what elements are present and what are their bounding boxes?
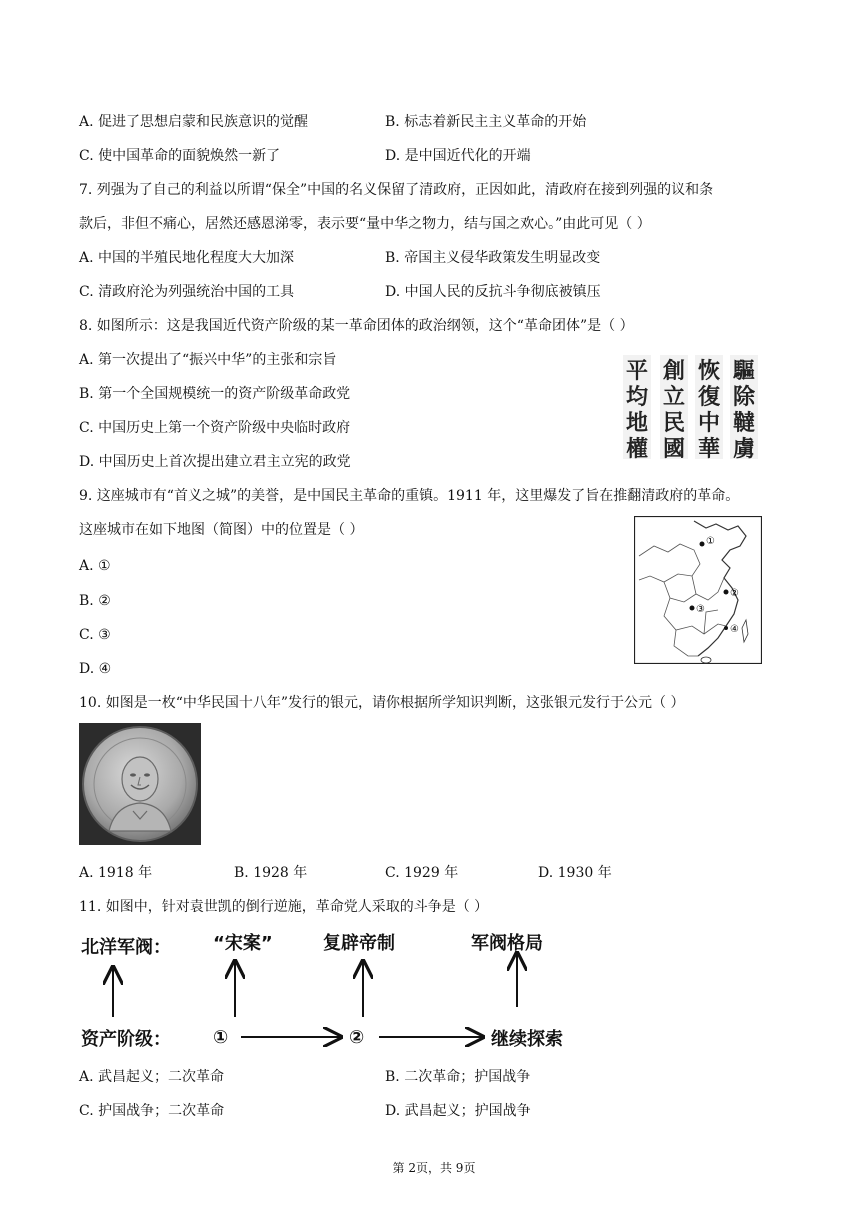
q10-option-a: A. 1918 年 [79,865,153,881]
map-mark-4: ④ [730,624,739,635]
q6-option-d: D. 是中国近代化的开端 [385,148,531,164]
flow-warlord-pattern: 军阀格局 [471,933,543,954]
q8-option-d: D. 中国历史上首次提出建立君主立宪的政党 [79,454,351,470]
q11-option-b: B. 二次革命；护国战争 [385,1069,531,1085]
q7-stem-line2: 款后，非但不痛心，居然还感恩涕零，表示要“量中华之物力，结与国之欢心。”由此可见（ ） [79,216,651,232]
q7-option-d: D. 中国人民的反抗斗争彻底被镇压 [385,284,601,300]
q11-option-a: A. 武昌起义；二次革命 [79,1069,225,1085]
program-column-3: 創立民國 [662,358,686,462]
program-column-1: 驅除韃虜 [732,358,756,462]
flow-row1-label: 北洋军阀： [81,937,171,958]
q6-option-b: B. 标志着新民主主义革命的开始 [385,114,587,130]
map-mark-1: ① [706,536,715,547]
q11-option-c: C. 护国战争；二次革命 [79,1103,225,1119]
map-mark-2: ② [730,588,739,599]
flow-restoration: 复辟帝制 [323,933,395,954]
q11-option-d: D. 武昌起义；护国战争 [385,1103,531,1119]
map-mark-3: ③ [696,604,705,615]
flow-blank-2: ② [349,1027,365,1048]
program-column-4: 平均地權 [625,358,649,462]
q9-option-a: A. ① [79,558,111,574]
q8-option-b: B. 第一个全国规模统一的资产阶级革命政党 [79,386,351,402]
q8-program-calligraphy [622,354,760,462]
q8-option-c: C. 中国历史上第一个资产阶级中央临时政府 [79,420,351,436]
q9-option-d: D. ④ [79,661,112,677]
q6-option-c: C. 使中国革命的面貌焕然一新了 [79,148,281,164]
q7-stem-line1: 7. 列强为了自己的利益以所谓“保全”中国的名义保留了清政府，正因如此，清政府在接到列强的议和条 [79,182,714,198]
q10-option-d: D. 1930 年 [538,865,612,881]
q7-option-c: C. 清政府沦为列强统治中国的工具 [79,284,295,300]
q9-stem-line1: 9. 这座城市有“首义之城”的美誉，是中国民主革命的重镇。1911 年，这里爆发了旨在推翻清政府的革命。 [79,488,740,504]
q11-stem: 11. 如图中，针对袁世凯的倒行逆施，革命党人采取的斗争是（ ） [79,899,489,915]
q7-option-a: A. 中国的半殖民地化程度大大加深 [79,250,295,266]
q9-stem-line2: 这座城市在如下地图（简图）中的位置是（ ） [79,522,364,538]
q11-flow-diagram [79,925,579,1055]
q9-china-map [634,516,762,664]
q7-option-b: B. 帝国主义侵华政策发生明显改变 [385,250,601,266]
q8-option-a: A. 第一次提出了“振兴中华”的主张和宗旨 [79,352,337,368]
q10-silver-coin-photo [79,723,201,845]
program-column-2: 恢復中華 [697,358,721,462]
page-footer: 第 2页，共 9页 [392,1161,476,1175]
flow-blank-1: ① [213,1027,229,1048]
q8-stem: 8. 如图所示：这是我国近代资产阶级的某一革命团体的政治纲领，这个“革命团体”是（ ） [79,318,634,334]
flow-row2-label: 资产阶级： [81,1029,171,1050]
q9-option-b: B. ② [79,593,111,609]
q10-option-b: B. 1928 年 [234,865,308,881]
q9-option-c: C. ③ [79,627,111,643]
flow-continue-explore: 继续探索 [491,1029,563,1050]
q10-stem: 10. 如图是一枚“中华民国十八年”发行的银元，请你根据所学知识判断，这张银元发行于公元（ ） [79,695,685,711]
q6-option-a: A. 促进了思想启蒙和民族意识的觉醒 [79,114,309,130]
flow-song-case: “宋案” [213,933,273,954]
q10-option-c: C. 1929 年 [385,865,459,881]
